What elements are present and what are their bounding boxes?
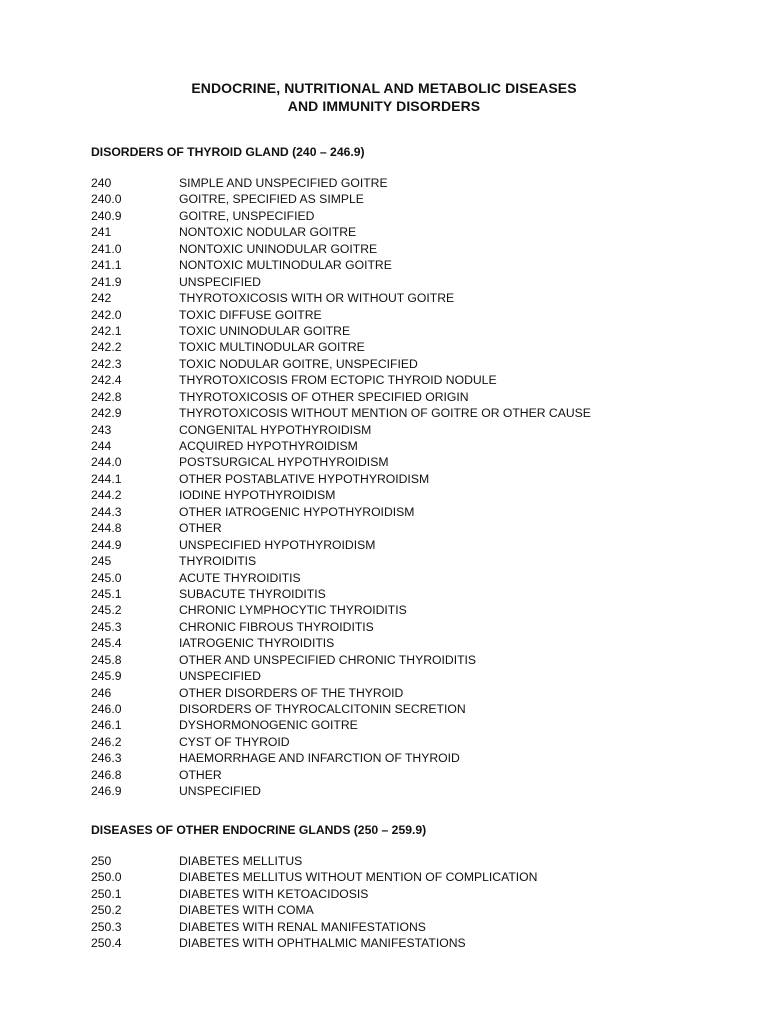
- entry-description: DIABETES MELLITUS: [179, 854, 303, 868]
- entry-code: 244.8: [91, 521, 122, 536]
- entry-description: DIABETES WITH RENAL MANIFESTATIONS: [179, 919, 426, 934]
- entry-description: OTHER AND UNSPECIFIED CHRONIC THYROIDITIS: [179, 652, 477, 667]
- entry-description: HAEMORRHAGE AND INFARCTION OF THYROID: [179, 751, 460, 766]
- list-item: [0, 356, 768, 372]
- list-item: [0, 175, 768, 191]
- entry-description: DIABETES WITH KETOACIDOSIS: [179, 886, 369, 901]
- entry-description: NONTOXIC NODULAR GOITRE: [179, 225, 357, 240]
- list-item: [0, 619, 768, 635]
- entry-code: 240: [91, 176, 112, 190]
- list-item: [0, 853, 768, 869]
- list-item: [0, 290, 768, 306]
- list-item: [0, 902, 768, 918]
- entry-description: CONGENITAL HYPOTHYROIDISM: [179, 422, 372, 437]
- entry-code: 244.9: [91, 537, 122, 552]
- list-item: [0, 537, 768, 553]
- entry-description: DIABETES MELLITUS WITHOUT MENTION OF COMPLICATION: [179, 870, 538, 885]
- list-item: [0, 504, 768, 520]
- list-item: [0, 191, 768, 207]
- code-list-thyroid: [0, 175, 768, 800]
- entry-description: CYST OF THYROID: [179, 734, 290, 749]
- list-item: [0, 701, 768, 717]
- entry-code: 250.4: [91, 936, 122, 951]
- entry-description: GOITRE, UNSPECIFIED: [179, 208, 315, 223]
- entry-code: 250: [91, 854, 112, 868]
- entry-code: 245.3: [91, 619, 122, 634]
- document-title-line-2: AND IMMUNITY DISORDERS: [287, 98, 481, 114]
- list-item: [0, 241, 768, 257]
- entry-code: 241.1: [91, 258, 122, 273]
- entry-description: CHRONIC FIBROUS THYROIDITIS: [179, 619, 374, 634]
- entry-code: 243: [91, 422, 112, 437]
- section-heading-endocrine: DISEASES OF OTHER ENDOCRINE GLANDS (250 – 259.9): [91, 823, 427, 837]
- entry-code: 250.2: [91, 903, 122, 918]
- entry-code: 245.8: [91, 652, 122, 667]
- entry-description: OTHER: [179, 521, 222, 536]
- entry-description: UNSPECIFIED: [179, 274, 261, 289]
- entry-code: 246.2: [91, 734, 122, 749]
- list-item: [0, 323, 768, 339]
- entry-code: 242.8: [91, 389, 122, 404]
- list-item: [0, 208, 768, 224]
- entry-description: TOXIC MULTINODULAR GOITRE: [179, 340, 365, 355]
- list-item: [0, 935, 768, 951]
- list-item: [0, 734, 768, 750]
- entry-code: 244.3: [91, 504, 122, 519]
- entry-code: 240.0: [91, 192, 122, 207]
- list-item: [0, 652, 768, 668]
- entry-description: DISORDERS OF THYROCALCITONIN SECRETION: [179, 702, 466, 716]
- entry-code: 246: [91, 685, 112, 700]
- list-item: [0, 274, 768, 290]
- entry-description: DYSHORMONOGENIC GOITRE: [179, 718, 358, 733]
- entry-description: UNSPECIFIED: [179, 784, 261, 799]
- entry-code: 245: [91, 554, 112, 569]
- entry-code: 244: [91, 439, 112, 453]
- list-item: [0, 586, 768, 602]
- entry-code: 245.2: [91, 603, 122, 618]
- entry-code: 245.9: [91, 669, 122, 684]
- entry-code: 242.1: [91, 323, 122, 338]
- entry-description: CHRONIC LYMPHOCYTIC THYROIDITIS: [179, 603, 407, 618]
- list-item: [0, 405, 768, 421]
- entry-description: TOXIC DIFFUSE GOITRE: [179, 307, 322, 322]
- entry-description: NONTOXIC UNINODULAR GOITRE: [179, 241, 378, 256]
- list-item: [0, 570, 768, 586]
- entry-description: SUBACUTE THYROIDITIS: [179, 586, 326, 601]
- entry-code: 241.0: [91, 241, 122, 256]
- list-item: [0, 685, 768, 701]
- entry-code: 245.4: [91, 636, 122, 651]
- entry-code: 240.9: [91, 208, 122, 223]
- entry-code: 245.0: [91, 570, 122, 585]
- entry-description: TOXIC UNINODULAR GOITRE: [179, 323, 351, 338]
- list-item: [0, 520, 768, 536]
- entry-code: 250.3: [91, 919, 122, 934]
- entry-description: OTHER IATROGENIC HYPOTHYROIDISM: [179, 504, 415, 519]
- entry-description: DIABETES WITH OPHTHALMIC MANIFESTATIONS: [179, 936, 466, 951]
- list-item: [0, 487, 768, 503]
- entry-description: THYROTOXICOSIS WITH OR WITHOUT GOITRE: [179, 291, 455, 306]
- entry-description: UNSPECIFIED HYPOTHYROIDISM: [179, 537, 376, 552]
- list-item: [0, 635, 768, 651]
- list-item: [0, 422, 768, 438]
- entry-description: IODINE HYPOTHYROIDISM: [179, 488, 336, 503]
- list-item: [0, 553, 768, 569]
- entry-code: 245.1: [91, 586, 122, 601]
- entry-description: THYROTOXICOSIS FROM ECTOPIC THYROID NODULE: [179, 373, 497, 388]
- entry-description: DIABETES WITH COMA: [179, 903, 314, 918]
- entry-code: 241.9: [91, 274, 122, 289]
- entry-description: THYROTOXICOSIS WITHOUT MENTION OF GOITRE OR OTHER CAUSE: [179, 406, 591, 421]
- entry-code: 246.9: [91, 784, 122, 799]
- entry-code: 241: [91, 225, 112, 240]
- entry-code: 250.1: [91, 886, 122, 901]
- entry-description: ACUTE THYROIDITIS: [179, 570, 301, 585]
- entry-code: 246.0: [91, 702, 122, 716]
- code-list-endocrine: [0, 853, 768, 952]
- list-item: [0, 339, 768, 355]
- list-item: [0, 257, 768, 273]
- document-title-line-1: ENDOCRINE, NUTRITIONAL AND METABOLIC DISEASES: [191, 80, 577, 96]
- entry-code: 246.3: [91, 751, 122, 766]
- list-item: [0, 767, 768, 783]
- list-item: [0, 372, 768, 388]
- entry-description: POSTSURGICAL HYPOTHYROIDISM: [179, 455, 389, 470]
- entry-code: 242.3: [91, 356, 122, 371]
- list-item: [0, 869, 768, 885]
- list-item: [0, 389, 768, 405]
- list-item: [0, 602, 768, 618]
- entry-code: 244.2: [91, 488, 122, 503]
- entry-description: SIMPLE AND UNSPECIFIED GOITRE: [179, 176, 388, 190]
- entry-description: IATROGENIC THYROIDITIS: [179, 636, 335, 651]
- entry-description: OTHER POSTABLATIVE HYPOTHYROIDISM: [179, 471, 430, 486]
- list-item: [0, 717, 768, 733]
- entry-code: 244.0: [91, 455, 122, 470]
- list-item: [0, 783, 768, 799]
- entry-description: OTHER: [179, 767, 222, 782]
- list-item: [0, 224, 768, 240]
- list-item: [0, 438, 768, 454]
- entry-code: 242.4: [91, 373, 122, 388]
- list-item: [0, 886, 768, 902]
- entry-description: GOITRE, SPECIFIED AS SIMPLE: [179, 192, 364, 207]
- list-item: [0, 307, 768, 323]
- list-item: [0, 454, 768, 470]
- entry-code: 242.0: [91, 307, 122, 322]
- entry-code: 244.1: [91, 471, 122, 486]
- list-item: [0, 750, 768, 766]
- entry-code: 250.0: [91, 870, 122, 885]
- entry-description: THYROIDITIS: [179, 554, 257, 569]
- entry-code: 242.9: [91, 406, 122, 421]
- list-item: [0, 668, 768, 684]
- list-item: [0, 471, 768, 487]
- entry-code: 246.8: [91, 767, 122, 782]
- entry-description: OTHER DISORDERS OF THE THYROID: [179, 685, 404, 700]
- entry-description: THYROTOXICOSIS OF OTHER SPECIFIED ORIGIN: [179, 389, 469, 404]
- entry-description: ACQUIRED HYPOTHYROIDISM: [179, 439, 358, 453]
- section-heading-thyroid: DISORDERS OF THYROID GLAND (240 – 246.9): [91, 145, 365, 159]
- entry-description: NONTOXIC MULTINODULAR GOITRE: [179, 258, 392, 273]
- entry-code: 242.2: [91, 340, 122, 355]
- list-item: [0, 919, 768, 935]
- entry-code: 246.1: [91, 718, 122, 733]
- entry-code: 242: [91, 291, 112, 306]
- entry-description: TOXIC NODULAR GOITRE, UNSPECIFIED: [179, 356, 418, 371]
- entry-description: UNSPECIFIED: [179, 669, 261, 684]
